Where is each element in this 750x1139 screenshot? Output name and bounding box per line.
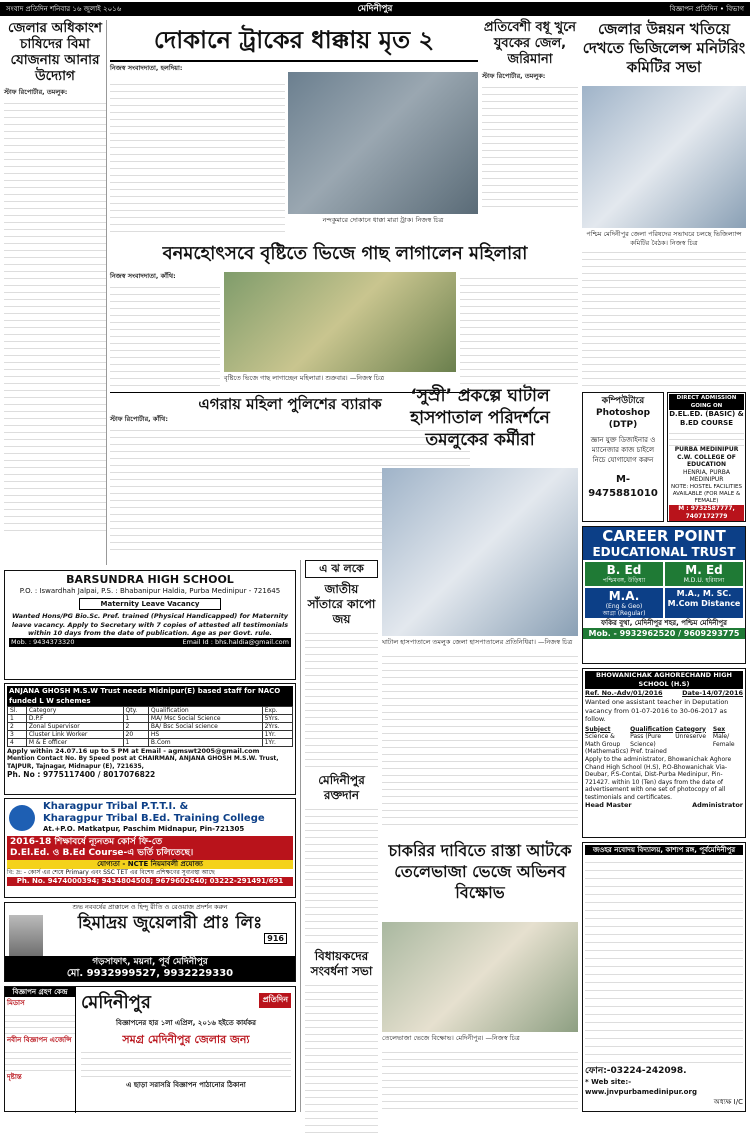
jewellery-intro: শুভ নববর্ষের প্রাক্কালে ও হিন্দু রীতি ও রেওয়াজ প্রদর্শন করুন	[72, 903, 228, 911]
kharagpur-note: বি: দ্র: - কোর্স এর শেষে Primary এবং SSC TET এর বিশেষ প্রশিক্ষণের সুব্যবস্থা আছে	[7, 869, 215, 876]
college-logo-icon	[9, 805, 35, 831]
career-mams: M.A., M. SC. M.Com Distance	[665, 588, 743, 618]
classified-city-1-details	[5, 1010, 75, 1034]
purba-addr: HENRIA, PURBA MEDINIPUR	[682, 468, 731, 483]
hallmark-badge: 916	[264, 933, 287, 944]
brief-badge: এ ঝ লকে	[305, 560, 378, 578]
header-right: বিজ্ঞাপন প্রতিদিন • বিভাগ	[669, 5, 744, 13]
career-title1: CAREER POINT	[602, 527, 726, 545]
table-cell: 1Yr.	[262, 739, 292, 747]
table-cell: BA/ Bsc Social science	[148, 723, 262, 731]
page-header	[0, 2, 750, 16]
lead-story-header	[110, 20, 478, 72]
barsundra-address: P.O. : Iswardhah Jalpai, P.S. : Bhabanipur Haldia, Purba Medinipur - 721645	[19, 587, 281, 595]
lead-story-title: দোকানে ট্রাকের ধাক্কায় মৃত ২	[110, 20, 478, 62]
header-center: মেদিনীপুর	[357, 4, 393, 14]
jewellery-title: হিমাদ্রয় জুয়েলারী প্রাঃ লিঃ	[77, 913, 263, 933]
bhowani-table	[585, 726, 743, 749]
table-cell: 4	[8, 739, 27, 747]
bhowani-header-qualification: Qualification	[630, 725, 674, 733]
brief2-body	[305, 803, 378, 943]
table-cell: 2	[8, 723, 27, 731]
roadblock-caption: তেলেভাজা ভেজে বিক্ষোভ। মেদিনীপুর। —নিজস্ব চিত্র	[382, 1034, 520, 1042]
anjana-header-qty: Qty.	[123, 707, 148, 715]
kharagpur-banner1: 2016-18 শিক্ষাবর্ষে ন্যূনতম কোর্স ফি-তে	[10, 837, 163, 847]
lead-story-body	[110, 78, 285, 236]
navodaya-sign: অধ্যক্ষ I/C	[713, 1098, 743, 1106]
career-ma-reg: আগ্রা (Regular)	[602, 610, 646, 617]
table-cell: 2	[123, 723, 148, 731]
classified-city-1: মিডাস	[7, 999, 25, 1007]
brief3-title: বিধায়কদের সংবর্ধনা সভা	[310, 949, 373, 978]
table-cell: 1	[123, 739, 148, 747]
bhowani-note: (Mathematics) Pref. trained	[585, 748, 667, 755]
anjana-title: ANJANA GHOSH M.S.W Trust needs Midnipur(E) based staff for NACO funded L W schemes	[7, 686, 293, 706]
jewellery-ad	[4, 902, 296, 982]
forest-story-text	[110, 281, 220, 391]
table-cell: HS	[148, 731, 262, 739]
vigilance-body	[582, 246, 746, 386]
lead-story-byline: নিজস্ব সংবাদদাতা, হলদিয়া:	[110, 64, 183, 72]
table-cell: 1	[123, 715, 148, 723]
kharagpur-title2: Kharagpur Tribal B.Ed. Training College	[43, 813, 265, 824]
classified-logo: প্রতিদিন	[259, 993, 291, 1008]
kharagpur-ncte: যোগ্যতা - NCTE নিয়মাবলী প্রযোজ্য	[7, 860, 293, 869]
anjana-header-qualification: Qualification	[148, 707, 262, 715]
bhowani-row-qualification: Pass (Pure Science)	[630, 733, 662, 748]
forest-story-body-left	[110, 272, 220, 392]
navodaya-ad	[582, 842, 746, 1112]
classified-headline: সমগ্র মেদিনীপুর জেলার জন্য	[122, 1033, 250, 1046]
murder-story	[482, 20, 578, 230]
dtp-mob: M-9475881010	[588, 474, 658, 499]
roadblock-story-title: চাকরির দাবিতে রাস্তা আটকে তেলেভাজা ভেজে অভিনব বিক্ষোভ	[388, 841, 572, 902]
jewellery-phone: মো. 9932999527, 9932229330	[66, 968, 234, 979]
table-cell: 20	[123, 731, 148, 739]
kharagpur-ad	[4, 798, 296, 898]
purba-ad	[667, 392, 746, 522]
bhowani-body1: Wanted one assistant teacher in Deputation vacancy from 01-07-2016 to 30-06-2017 as follow.	[585, 698, 729, 723]
career-ma: M.A.	[608, 589, 640, 603]
career-ma-sub: (Eng & Geo)	[605, 603, 643, 610]
navodaya-body	[585, 855, 743, 1065]
forest-photo	[224, 272, 456, 372]
dtp-ad	[582, 392, 664, 522]
lead-story-caption: নন্দকুমারে দোকানে ধাক্কা মারা ট্রাক। নিজস্ব চিত্র	[322, 216, 444, 224]
jewellery-address: গড়সাফাৎ, ময়না, পূর্ব মেদিনীপুর	[92, 957, 208, 967]
brief1-title: জাতীয় সাঁতারে কাপো জয়	[307, 582, 376, 626]
classified-footer: এ ছাড়া সরাসরি বিজ্ঞাপন পাঠানোর ঠিকানা	[126, 1081, 246, 1089]
bhowani-body2: Apply to the administrator, Bhowanichak Aghore Chand High School (H.S), P.O-Bhowanichak Via-Deubar, P.S-Contai, Dist-Purba Medinipur, Pin-721427. within 10 (Ten) days from the date of advertisement with one set of photocopy of all testimonials and certificates.	[585, 756, 732, 801]
vigilance-caption: পশ্চিম মেদিনীপুর জেলা পরিষদের সভাঘরে চলছে ভিজিল্যান্স কমিটির বৈঠক। নিজস্ব চিত্র	[586, 230, 742, 247]
anjana-header-category: Category	[26, 707, 123, 715]
table-row	[8, 723, 293, 731]
table-row	[8, 715, 293, 723]
anjana-header-row	[8, 707, 293, 715]
career-ad	[582, 526, 746, 664]
table-cell: 1	[8, 715, 27, 723]
bhowani-header-sex: Sex	[712, 725, 726, 733]
left-story	[4, 20, 107, 565]
left-story-body	[4, 97, 106, 537]
briefs-column	[300, 560, 378, 1112]
bhowani-date: Date-14/07/2016	[682, 689, 743, 697]
forest-caption: বৃষ্টিতে ভিজে গাছ লাগাচ্ছেন মহিলারা। শুক্রবার। —নিজস্ব চিত্র	[224, 374, 385, 382]
navodaya-title: জওহর নবোদয় বিদ্যালয়, কাশ্যপ রঙ্গ, পূর্বমেদিনীপুর	[585, 845, 743, 855]
roadblock-body	[382, 1046, 578, 1112]
classified-city-2-details	[5, 1047, 75, 1071]
anjana-contact: Mention Contact No. By Speed post at CHAIRMAN, ANJANA GHOSH M.S.W. Trust, TAJPUR, Tajnagar, Midnapur (E), 721635,	[7, 755, 279, 770]
anjana-header-exp: Exp.	[262, 707, 292, 715]
purba-top: DIRECT ADMISSION GOING ON	[669, 394, 744, 410]
forest-story-byline: নিজস্ব সংবাদদাতা, কাঁথি:	[110, 272, 176, 280]
bhowani-row-category: Unreserve	[675, 733, 707, 740]
bhowani-sign-left: Head Master	[585, 801, 632, 809]
hospital-photo	[382, 468, 578, 636]
career-mob: Mob. - 9932962520 / 9609293775	[583, 628, 745, 639]
kharagpur-title1: Kharagpur Tribal P.T.T.I. &	[43, 801, 189, 812]
anjana-phone: Ph. No : 9775117400 / 8017076822	[7, 770, 156, 779]
table-cell: 2Yrs.	[262, 723, 292, 731]
header-left: সংবাদ প্রতিদিন শনিবার ১৬ জুলাই ২০১৬	[6, 5, 122, 13]
purba-mob: M : 9732587777, 7407172779	[669, 505, 744, 521]
classified-rates	[81, 1047, 291, 1081]
anjana-apply: Apply within 24.07.16 up to 5 PM at Email - agmswt2005@gmail.com	[7, 747, 260, 755]
purba-college: PURBA MEDINIPUR C.W. COLLEGE OF EDUCATION	[674, 446, 739, 468]
anjana-table	[7, 706, 293, 747]
career-title2: EDUCATIONAL TRUST	[592, 545, 736, 559]
table-cell: B.Com	[148, 739, 262, 747]
vigilance-story-title: জেলার উন্নয়ন খতিয়ে দেখতে ভিজিলেন্স মনিটরিং কমিটির সভা	[582, 20, 746, 76]
hospital-caption: ঘাটাল হাসপাতালে তমলুক জেলা হাসপাতালের প্রতিনিধিরা। —নিজস্ব চিত্র	[382, 638, 573, 646]
roadblock-story-header	[382, 840, 578, 930]
avatar	[9, 915, 43, 961]
police-story-title: এগরায় মহিলা পুলিশের ব্যারাক	[198, 395, 382, 413]
anjana-header-sl: Sl.	[8, 707, 27, 715]
table-cell: 3	[8, 731, 27, 739]
bhowani-sign-right: Administrator	[692, 801, 743, 809]
classified-city-3: দৃষ্টান্ত	[7, 1073, 22, 1081]
kharagpur-phone: Ph. No. 9474000394; 9434804508; 9679602640; 03222-291491/691	[7, 877, 293, 886]
hospital-story-header	[382, 385, 578, 465]
hospital-story-title: ‘সুস্রী’ প্রকল্পে ঘাটাল হাসপাতাল পরিদর্শনে তমলুকের কর্মীরা	[410, 386, 550, 450]
barsundra-tag: Maternity Leave Vacancy	[79, 598, 221, 610]
navodaya-web: * Web site:-www.jnvpurbamedinipur.org	[585, 1078, 697, 1096]
purba-course: D.EL.ED. (BASIC) & B.ED COURSE	[669, 410, 744, 427]
bhowani-row-subject: Science & Math Group	[585, 733, 621, 748]
bhowani-ref: Ref. No.-Adv/01/2016	[585, 689, 663, 697]
bhowani-ad	[582, 668, 746, 838]
brief1-body	[305, 627, 378, 767]
dtp-title: কম্পিউটারে Photoshop (DTP)	[595, 396, 651, 430]
career-med: M. Ed	[685, 563, 723, 577]
bhowani-title: BHOWANICHAK AGHORECHAND HIGH SCHOOL (H.S)	[585, 671, 743, 689]
table-cell: 5Yrs.	[262, 715, 292, 723]
brief2-title: মেদিনীপুর রক্তদান	[318, 773, 365, 802]
dtp-sub: জ্ঞান যুক্ত ডিজাইনার ও ম্যানেজার কাজ চাইলে নিচে যোগাযোগ করুন	[590, 436, 656, 464]
murder-story-body	[482, 81, 578, 211]
classified-brand: মেদিনীপুর	[81, 992, 151, 1013]
forest-story-body-right	[460, 272, 578, 390]
kharagpur-address: At.+P.O. Matkatpur, Paschim Midnapur, Pin-721305	[43, 825, 245, 833]
brief3-body	[305, 979, 378, 1139]
anjana-ad	[4, 683, 296, 795]
career-med-sub: M.D.U. হরিয়ানা	[683, 577, 725, 584]
table-row	[8, 731, 293, 739]
purba-note: NOTE: HOSTEL FACILITIES AVAILABLE (FOR MALE & FEMALE)	[671, 483, 742, 504]
lead-story-photo	[288, 72, 478, 214]
murder-story-title: প্রতিবেশী বধূ খুনে যুবকের জেল, জরিমানা	[483, 20, 577, 67]
barsundra-title: BARSUNDRA HIGH SCHOOL	[66, 573, 234, 586]
classified-ad	[4, 986, 296, 1112]
table-cell: Zonal Supervisor	[26, 723, 123, 731]
classified-box-title: বিজ্ঞাপন গ্রহণ কেন্দ্র	[5, 987, 75, 997]
murder-story-byline: স্টাফ রিপোর্টার, তমলুক:	[482, 72, 546, 80]
table-cell: Cluster Link Worker	[26, 731, 123, 739]
hospital-body	[382, 650, 578, 830]
table-cell: 1Yr.	[262, 731, 292, 739]
left-story-byline: স্টাফ রিপোর্টার, তমলুক:	[4, 88, 68, 96]
career-bed-sub: পশ্চিমবঙ্গ, উড়িষ্যা	[602, 577, 646, 584]
classified-city-2: নবীন বিজ্ঞাপন এজেন্সি	[7, 1036, 72, 1044]
forest-story-header	[110, 240, 580, 268]
police-story-byline: স্টাফ রিপোর্টার, কাঁথি:	[110, 415, 168, 423]
purba-fee-text	[669, 428, 744, 446]
bhowani-header-category: Category	[675, 725, 706, 733]
barsundra-email: Email Id : bhs.haldia@gmail.com	[182, 637, 289, 646]
roadblock-photo	[382, 922, 578, 1032]
table-row	[8, 739, 293, 747]
barsundra-mob: Mob. : 9434373320	[11, 637, 75, 646]
kharagpur-banner2: D.El.Ed. ও B.Ed Course-এ ভর্তি চলিতেছে।	[10, 848, 194, 858]
bhowani-row-sex: Male/ Female	[712, 733, 735, 748]
barsundra-body: Wanted Hons/PG Bio.Sc. Pref. trained (Physical Handicapped) for Maternity leave vacancy. Apply to Secretary with 7 copies of attested all testimonials within 10 days from the date of publication. Age as per Govt. rule.	[11, 612, 289, 637]
forest-story-title: বনমহোৎসবে বৃষ্টিতে ভিজে গাছ লাগালেন মহিলারা	[162, 243, 528, 264]
navodaya-phone: ফোন:-03224-242098.	[585, 1066, 687, 1076]
table-cell: D.P.F	[26, 715, 123, 723]
career-addr: ফকির বুথা, মেদিনীপুর শহর, পশ্চিম মেদিনীপুর	[600, 619, 728, 627]
table-cell: MA/ Msc Social Science	[148, 715, 262, 723]
left-story-title: জেলার অধিকাংশ চাষিদের বিমা যোজনায় আনার উদ্যোগ	[8, 20, 102, 84]
career-bed: B. Ed	[606, 563, 642, 577]
bhowani-header-subject: Subject	[585, 725, 611, 733]
vigilance-photo	[582, 86, 746, 228]
table-cell: M & E officer	[26, 739, 123, 747]
barsundra-footer	[9, 638, 291, 647]
classified-offer: বিজ্ঞাপনের হার ১লা এপ্রিল, ২০১৬ হইতে কার্যকর	[116, 1019, 256, 1027]
barsundra-ad	[4, 570, 296, 680]
